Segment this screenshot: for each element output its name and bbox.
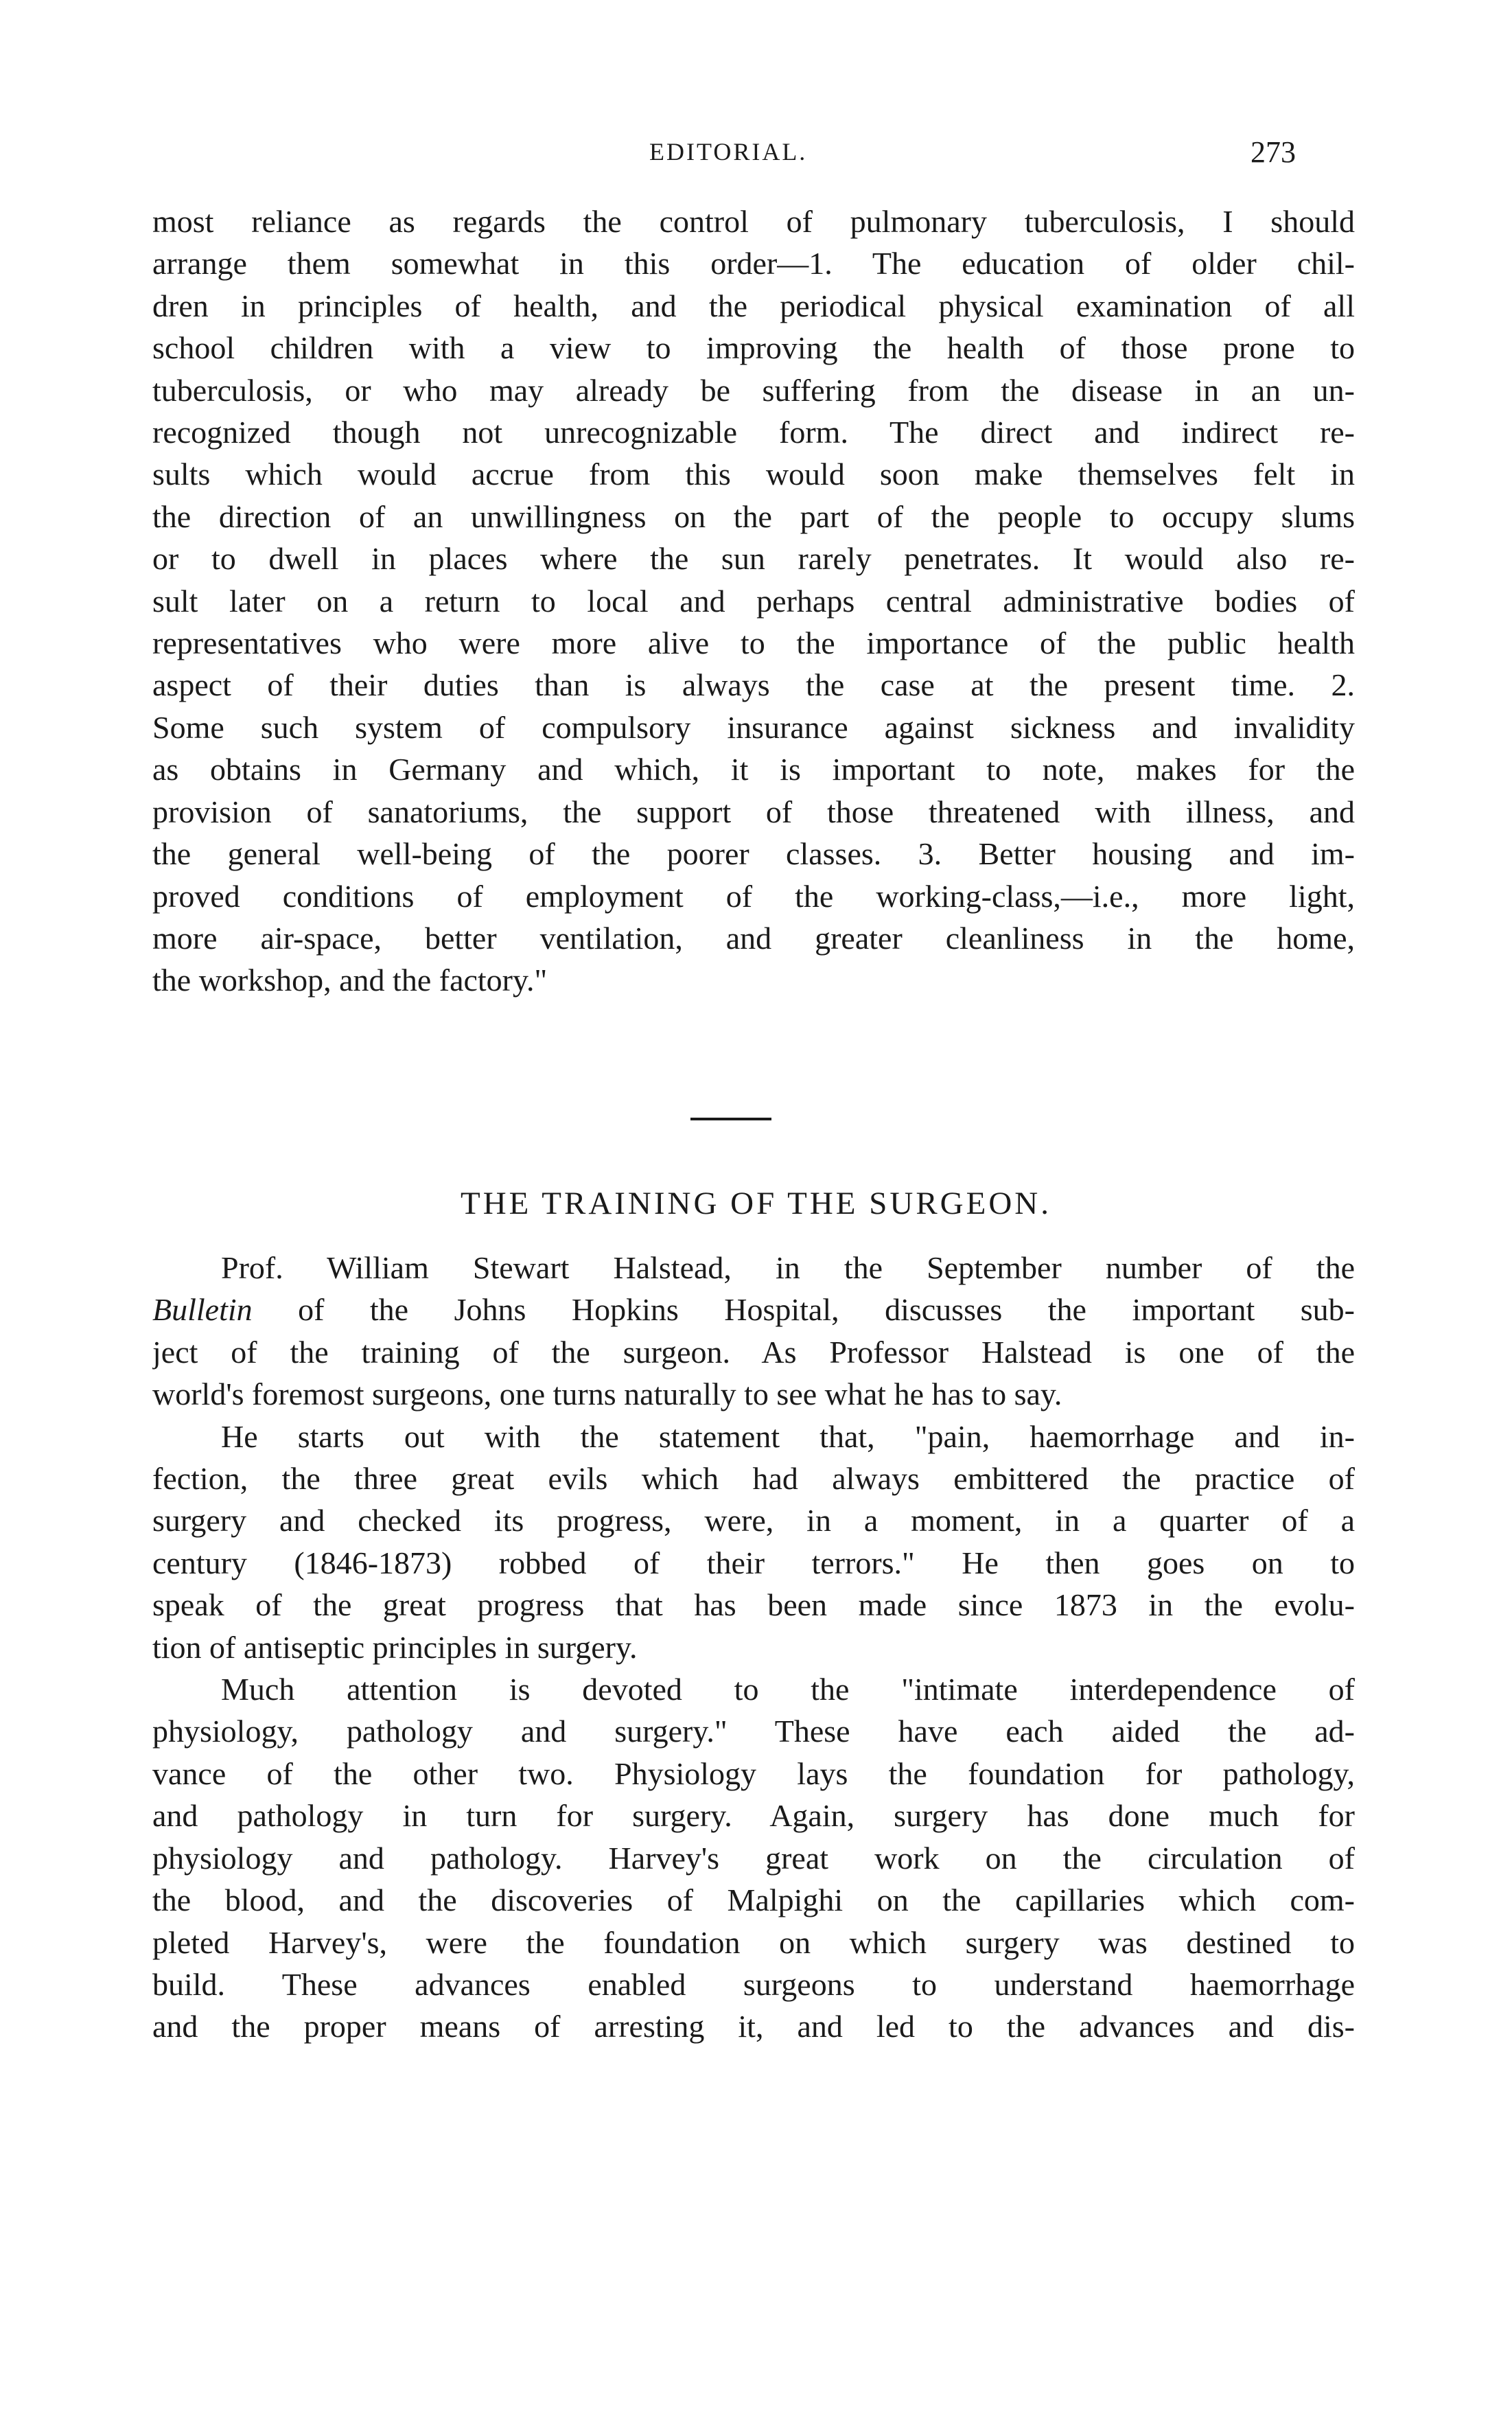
editorial-continuation xyxy=(152,200,1355,1002)
text-line: vance of the other two. Physiology lays the foundation for pathology, xyxy=(152,1755,1355,1791)
text-line: more air-space, better ventilation, and greater cleanliness in the home, xyxy=(152,920,1355,956)
text-line: most reliance as regards the control of pulmonary tuberculosis, I should xyxy=(152,204,1355,239)
text-line: and the proper means of arresting it, and led to the advances and dis- xyxy=(152,2009,1355,2044)
text-line: ject of the training of the surgeon. As Professor Halstead is one of the xyxy=(152,1334,1355,1370)
section-divider xyxy=(690,1118,771,1120)
journal-title: Bulletin xyxy=(152,1292,253,1328)
section-heading: THE TRAINING OF THE SURGEON. xyxy=(461,1186,1051,1221)
text-line: Prof. William Stewart Halstead, in the September number of the xyxy=(221,1250,1355,1285)
text-line: physiology and pathology. Harvey's great work on the circulation of xyxy=(152,1840,1355,1876)
text-line: and pathology in turn for surgery. Again, surgery has done much for xyxy=(152,1798,1355,1834)
text-line: Some such system of compulsory insurance against sickness and invalidity xyxy=(152,709,1355,745)
text-line: as obtains in Germany and which, it is important to note, makes for the xyxy=(152,752,1355,787)
text-line: recognized though not unrecognizable form. The direct and indirect re- xyxy=(152,415,1355,450)
text-line: surgery and checked its progress, were, in a moment, in a quarter of a xyxy=(152,1503,1355,1538)
text-line: aspect of their duties than is always the case at the present time. 2. xyxy=(152,667,1355,703)
text-line: representatives who were more alive to the importance of the public health xyxy=(152,625,1355,661)
page-number: 273 xyxy=(1251,135,1296,169)
text-line: tuberculosis, or who may already be suffering from the disease in an un- xyxy=(152,372,1355,408)
text-line: fection, the three great evils which had always embittered the practice of xyxy=(152,1461,1355,1497)
text-line xyxy=(152,1289,1355,1330)
text-line: proved conditions of employment of the working-class,—i.e., more light, xyxy=(152,878,1355,914)
text-line: the general well-being of the poorer classes. 3. Better housing and im- xyxy=(152,836,1355,872)
text-line: Much attention is devoted to the "intimate interdependence of xyxy=(221,1672,1355,1707)
text-line: the workshop, and the factory." xyxy=(152,963,548,998)
text-line: pleted Harvey's, were the foundation on which surgery was destined to xyxy=(152,1924,1355,1960)
text-line: tion of antiseptic principles in surgery. xyxy=(152,1629,638,1665)
text-line: arrange them somewhat in this order—1. The education of older chil- xyxy=(152,246,1355,281)
text-fragment: of the Johns Hopkins Hospital, discusses the important sub- xyxy=(252,1292,1355,1328)
text-line: the blood, and the discoveries of Malpighi on the capillaries which com- xyxy=(152,1882,1355,1918)
article-body xyxy=(152,1247,1355,2048)
text-line: school children with a view to improving the health of those prone to xyxy=(152,330,1355,366)
text-line: build. These advances enabled surgeons to understand haemorrhage xyxy=(152,1966,1355,2002)
text-line: He starts out with the statement that, "pain, haemorrhage and in- xyxy=(221,1418,1355,1454)
running-header xyxy=(0,135,1512,176)
text-line: speak of the great progress that has been made since 1873 in the evolu- xyxy=(152,1587,1355,1623)
text-line: dren in principles of health, and the periodical physical examination of all xyxy=(152,288,1355,323)
text-line: sult later on a return to local and perhaps central administrative bodies of xyxy=(152,583,1355,619)
text-line: century (1846-1873) robbed of their terrors." He then goes on to xyxy=(152,1545,1355,1580)
text-line: sults which would accrue from this would soon make themselves felt in xyxy=(152,457,1355,492)
text-line: or to dwell in places where the sun rarely penetrates. It would also re- xyxy=(152,541,1355,577)
text-line: world's foremost surgeons, one turns naturally to see what he has to say. xyxy=(152,1376,1062,1412)
text-line: provision of sanatoriums, the support of those threatened with illness, and xyxy=(152,794,1355,829)
text-line: physiology, pathology and surgery." These have each aided the ad- xyxy=(152,1714,1355,1749)
text-line: the direction of an unwillingness on the part of the people to occupy slums xyxy=(152,498,1355,534)
running-title: EDITORIAL. xyxy=(649,138,808,165)
